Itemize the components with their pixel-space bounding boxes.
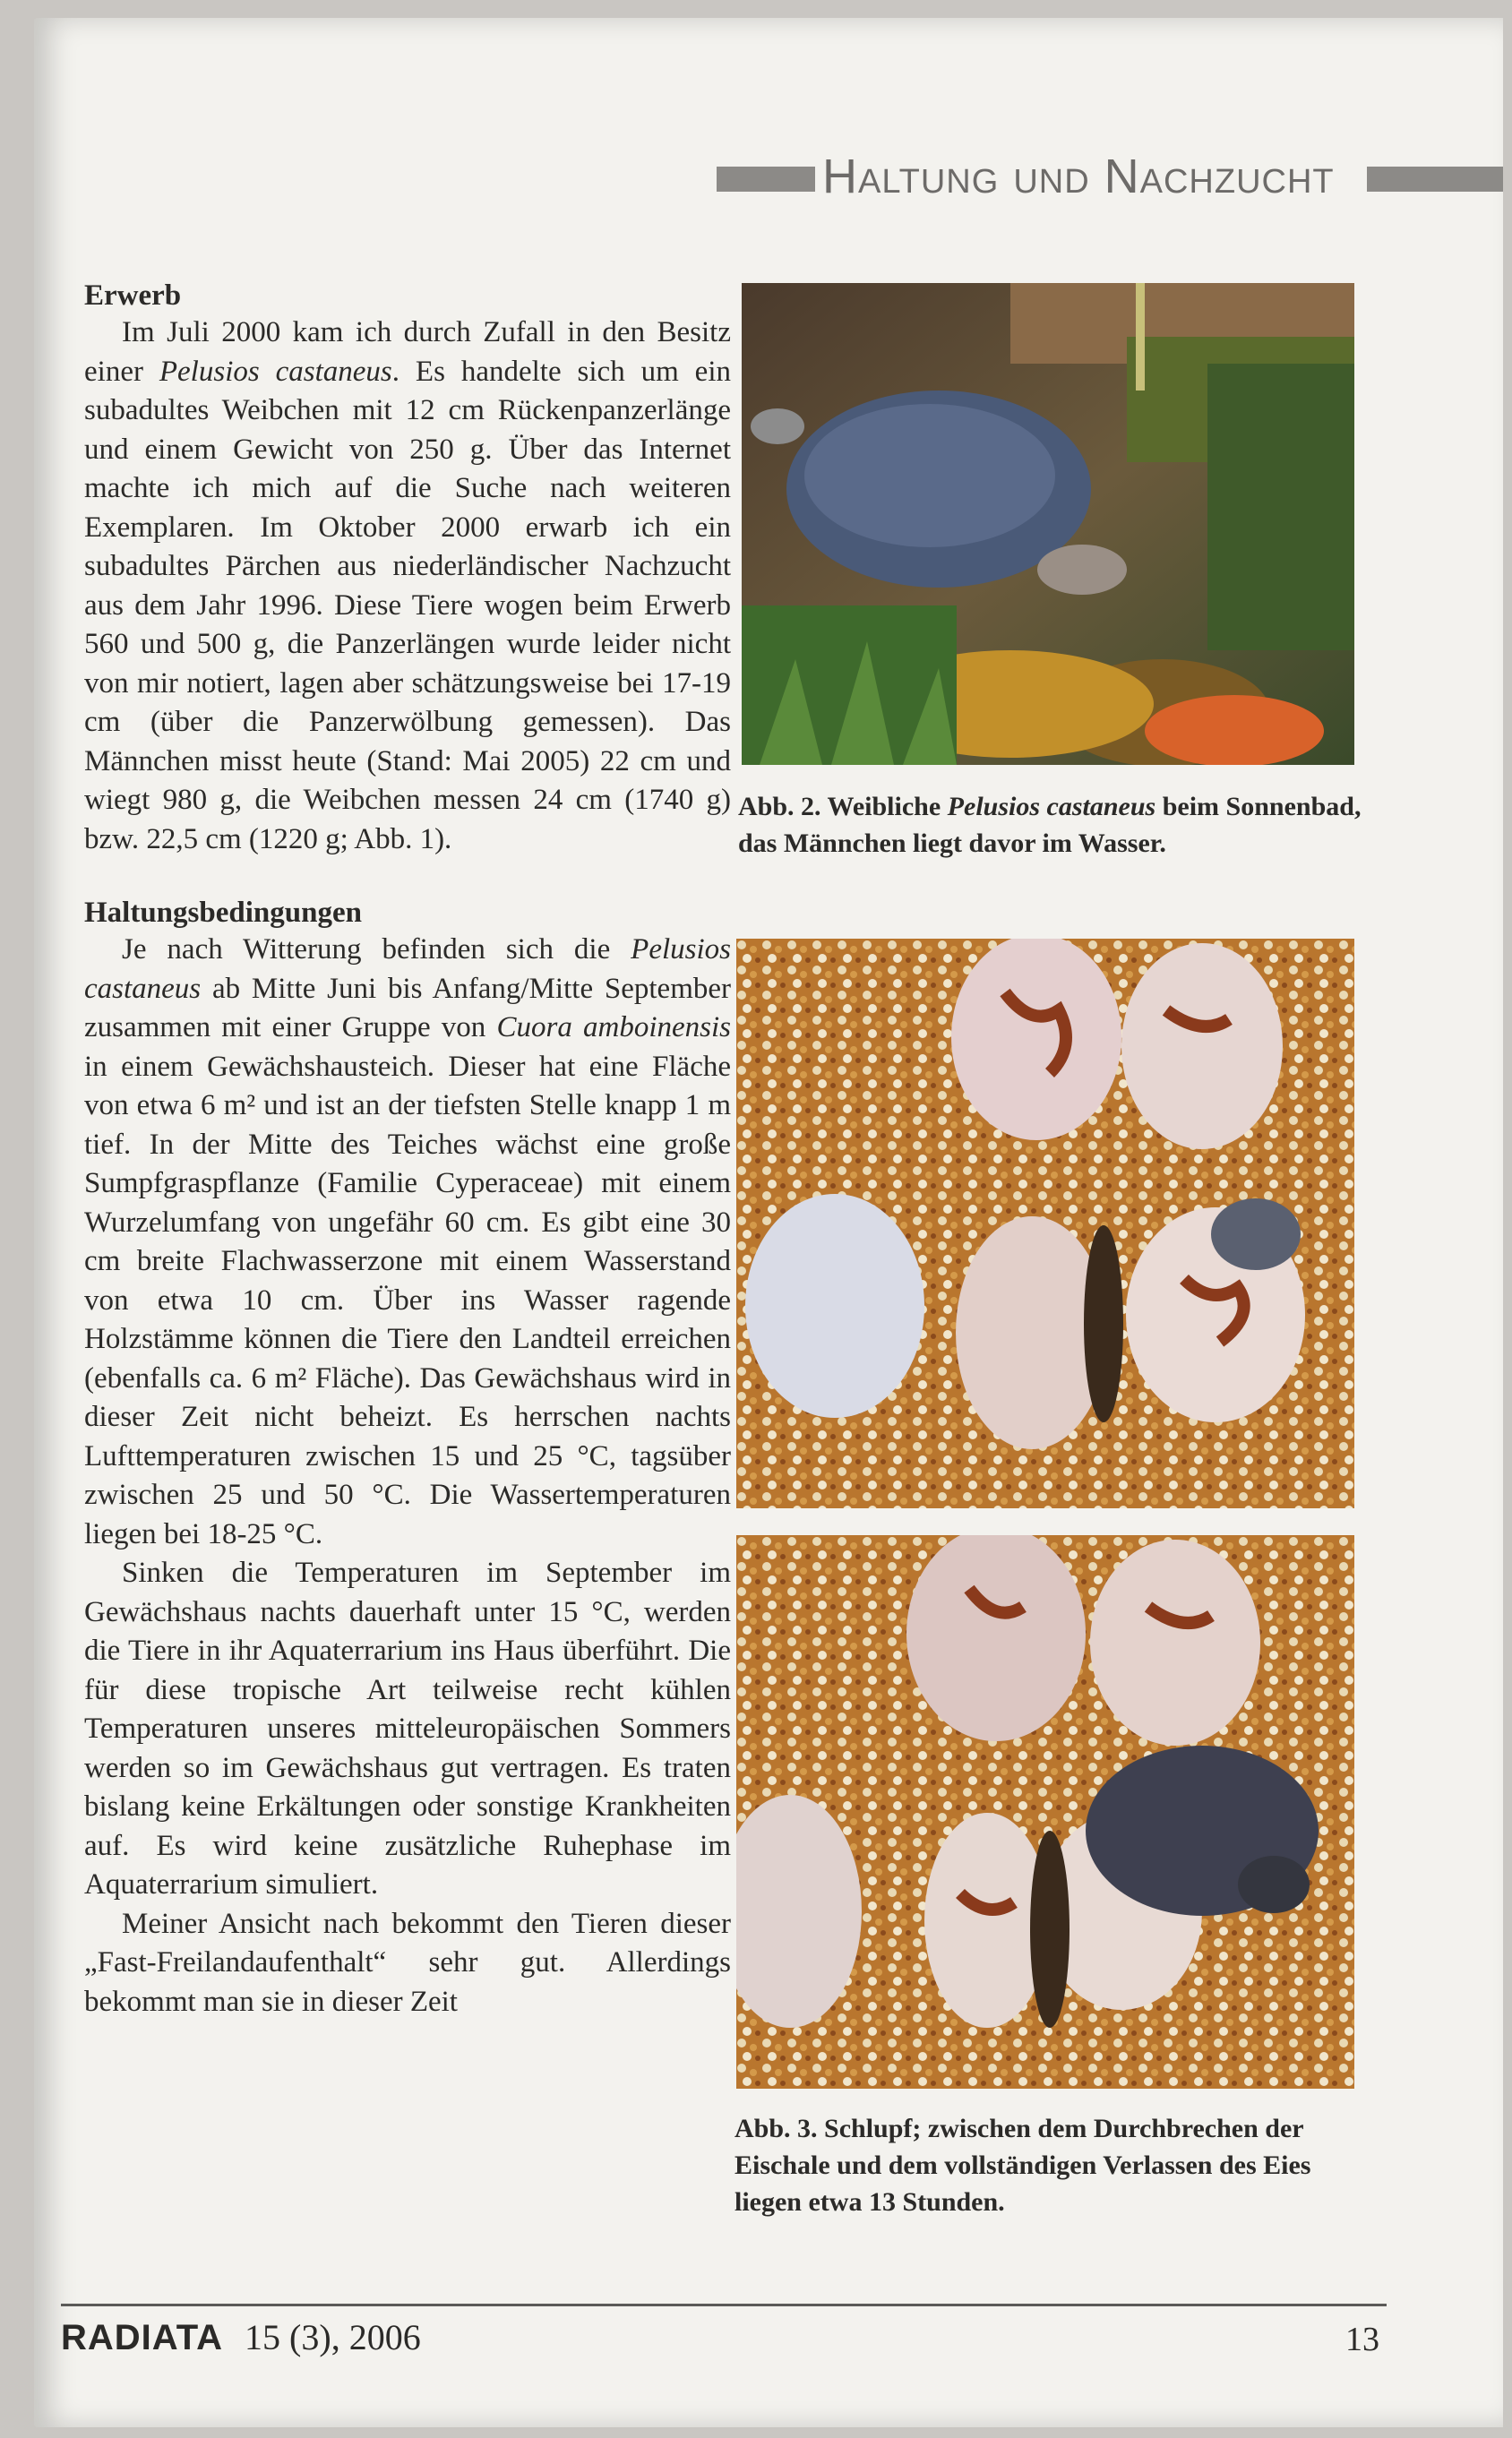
page-number: 13 (1345, 2321, 1379, 2358)
journal-name: RADIATA (61, 2318, 224, 2357)
section-header-title: Haltung und Nachzucht (822, 150, 1335, 203)
species-name: Pelusios castaneus (84, 933, 731, 1005)
paragraph: Meiner Ansicht nach bekommt den Tieren dieser „Fast-Freilandaufenthalt“ sehr gut. Allerdings bekommt man sie in dieser Zeit (84, 1907, 731, 2018)
figure-3-caption: Abb. 3. Schlupf; zwischen dem Durchbrechen der Eischale und dem vollständigen Verlassen des Eies liegen etwa 13 Stunden. (735, 2114, 1311, 2217)
journal-citation: 15 (3), 2006 (245, 2317, 421, 2357)
species-name: Cuora amboinensis (496, 1011, 732, 1043)
figure-2-photo (742, 283, 1354, 765)
header-rule-left (717, 167, 815, 192)
footer-rule (61, 2304, 1387, 2306)
figure-2-caption: Abb. 2. Weibliche Pelusios castaneus beim Sonnenbad, das Männchen liegt davor im Wasser. (738, 792, 1362, 858)
paragraph: Je nach Witterung befinden sich die Pelusios castaneus ab Mitte Juni bis Anfang/Mitte September zusammen mit einer Gruppe von Cuora amboinensis in einem Gewächshausteich. Dieser hat eine Fläche von etwa 6 m² und ist an der tiefsten Stelle knapp 1 m tief. In der Mitte des Teiches wächst eine große Sumpfgraspflanze (Familie Cyperaceae) mit einem Wurzelumfang von ungefähr 60 cm. Es gibt eine 30 cm breite Flachwasserzone mit einem Wasserstand von etwa 10 cm. Über ins Wasser ragende Holzstämme können die Tiere den Landteil erreichen (ebenfalls ca. 6 m² Fläche). Das Gewächshaus wird in dieser Zeit nicht beheizt. Es herrschen nachts Lufttemperaturen zwischen 15 und 25 °C, tagsüber zwischen 25 und 50 °C. Die Wassertemperaturen liegen bei 18-25 °C. (84, 933, 732, 1550)
section-heading-haltungsbedingungen: Haltungsbedingungen (84, 897, 362, 929)
paragraph: Im Juli 2000 kam ich durch Zufall in den Besitz einer Pelusios castaneus. Es handelte sich um ein subadultes Weibchen mit 12 cm Rückenpanzerlänge und einem Gewicht von 250 g. Über das Internet machte ich mich auf die Suche nach weiteren Exemplaren. Im Oktober 2000 erwarb ich ein subadultes Pärchen aus niederländischer Nachzucht aus dem Jahr 1996. Diese Tiere wogen beim Erwerb 560 und 500 g, die Panzerlängen wurde leider nicht von mir notiert, lagen aber schätzungsweise bei 17-19 cm (über die Panzerwölbung gemessen). Das Männchen misst heute (Stand: Mai 2005) 22 cm und wiegt 980 g, die Weibchen messen 24 cm (1740 g) bzw. 22,5 cm (1220 g; Abb. 1). (84, 316, 731, 855)
page (34, 18, 1503, 2427)
species-name: Pelusios castaneus (947, 792, 1156, 821)
section-heading-erwerb: Erwerb (84, 279, 182, 312)
footer-journal (61, 2316, 421, 2358)
species-name: Pelusios castaneus (159, 355, 392, 388)
figure-3-photo-top (736, 939, 1354, 1508)
article-text-column (84, 278, 731, 2022)
header-rule-right (1367, 167, 1503, 192)
figure-3-photo-bottom (736, 1535, 1354, 2089)
paragraph: Sinken die Temperaturen im September im Gewächshaus nachts dauerhaft unter 15 °C, werden die Tiere in ihr Aquaterrarium ins Haus überführt. Die für diese tropische Art teilweise recht kühlen Temperaturen unseres mitteleuropäischen Sommers werden so im Gewächshaus gut vertragen. Es traten bislang keine Erkältungen oder sonstige Krankheiten auf. Es wird keine zusätzliche Ruhephase im Aquaterrarium simuliert. (84, 1557, 731, 1901)
